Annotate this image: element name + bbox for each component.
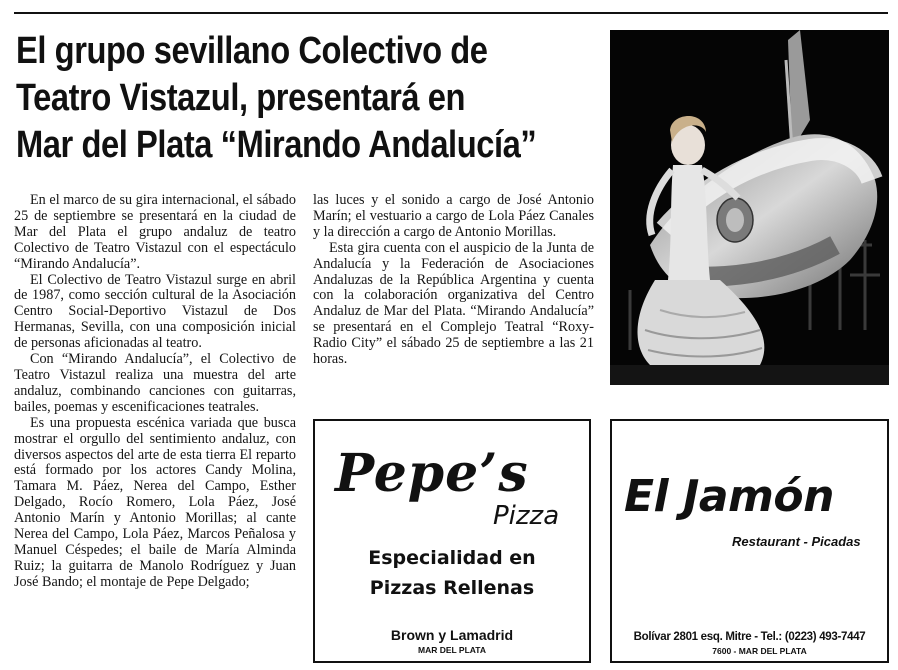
photo-illustration — [610, 30, 889, 385]
pepes-specialty-line-1: Especialidad en — [368, 547, 536, 569]
article-headline — [16, 28, 537, 169]
article-column-1 — [14, 193, 296, 591]
headline-line-2: Teatro Vistazul, presentará en — [16, 77, 466, 119]
paragraph: Con “Mirando Andalucía”, el Colectivo de Teatro Vistazul realiza una muestra del arte andaluz, combinando canciones con guitarras, bailes, poemas y escenificaciones teatrales. — [14, 351, 296, 415]
paragraph: las luces y el sonido a cargo de José Antonio Marín; el vestuario a cargo de Lola Páez Canales y la dirección a cargo de Antonio Morillas. — [313, 192, 594, 240]
el-jamon-ad — [610, 419, 889, 663]
el-jamon-subtitle: Restaurant - Picadas — [732, 534, 861, 549]
headline-line-1: El grupo sevillano Colectivo de — [16, 30, 488, 72]
pepes-city: MAR DEL PLATA — [418, 645, 486, 655]
pepes-specialty-line-2: Pizzas Rellenas — [369, 577, 535, 599]
headline-line-3: Mar del Plata “Mirando Andalucía” — [16, 124, 537, 166]
el-jamon-city: 7600 - MAR DEL PLATA — [712, 646, 807, 656]
el-jamon-logo: El Jamón — [624, 471, 834, 522]
top-rule — [14, 12, 888, 14]
el-jamon-address: Bolívar 2801 esq. Mitre - Tel.: (0223) 493-7447 — [633, 631, 866, 643]
pepes-logo: Pepe’s — [335, 443, 529, 504]
paragraph: En el marco de su gira internacional, el sábado 25 de septiembre se presentará en la ciudad de Mar del Plata el grupo andaluz de teatro Colectivo de Teatro Vistazul con el espectáculo “Mirando Andalucía”. — [14, 192, 296, 272]
pepes-subtitle: Pizza — [493, 501, 560, 531]
pepes-pizza-ad — [313, 419, 591, 663]
pepes-address: Brown y Lamadrid — [390, 627, 514, 643]
paragraph: Es una propuesta escénica variada que busca mostrar el orgullo del sentimiento andaluz, con diversos aspectos del arte de esta tierra El reparto está formado por los actores Candy Molina, Tamara M. Páez, Nerea del Campo, Esther Delgado, Rocío Romero, Lola Páez, José Antonio Marín y Antonio Morillas; al cante Nerea del Campo, Lola Páez, Marcos Peñalosa y Manuel Céspedes; el baile de María Alminda Ruiz; la guitarra de Manolo Rodríguez y Juan José Bando; el montaje de Pepe Delgado; — [14, 414, 296, 590]
paragraph: Esta gira cuenta con el auspicio de la Junta de Andalucía y la Federación de Asociaciones Andaluzas de la República Argentina y cuenta con la colaboración organizativa del Centro Andaluz de Mar del Plata. “Mirando Andalucía” se presentará en el Complejo Teatral “Roxy-Radio City” el sábado 25 de septiembre a las 21 horas. — [313, 239, 594, 368]
dancer-with-flag-photo — [610, 30, 889, 385]
article-column-2 — [313, 193, 594, 368]
paragraph: El Colectivo de Teatro Vistazul surge en abril de 1987, como sección cultural de la Asociación Centro Social-Deportivo Vistazul de Dos Hermanas, Sevilla, con una composición inicial de personas aficionadas al teatro. — [14, 271, 296, 352]
